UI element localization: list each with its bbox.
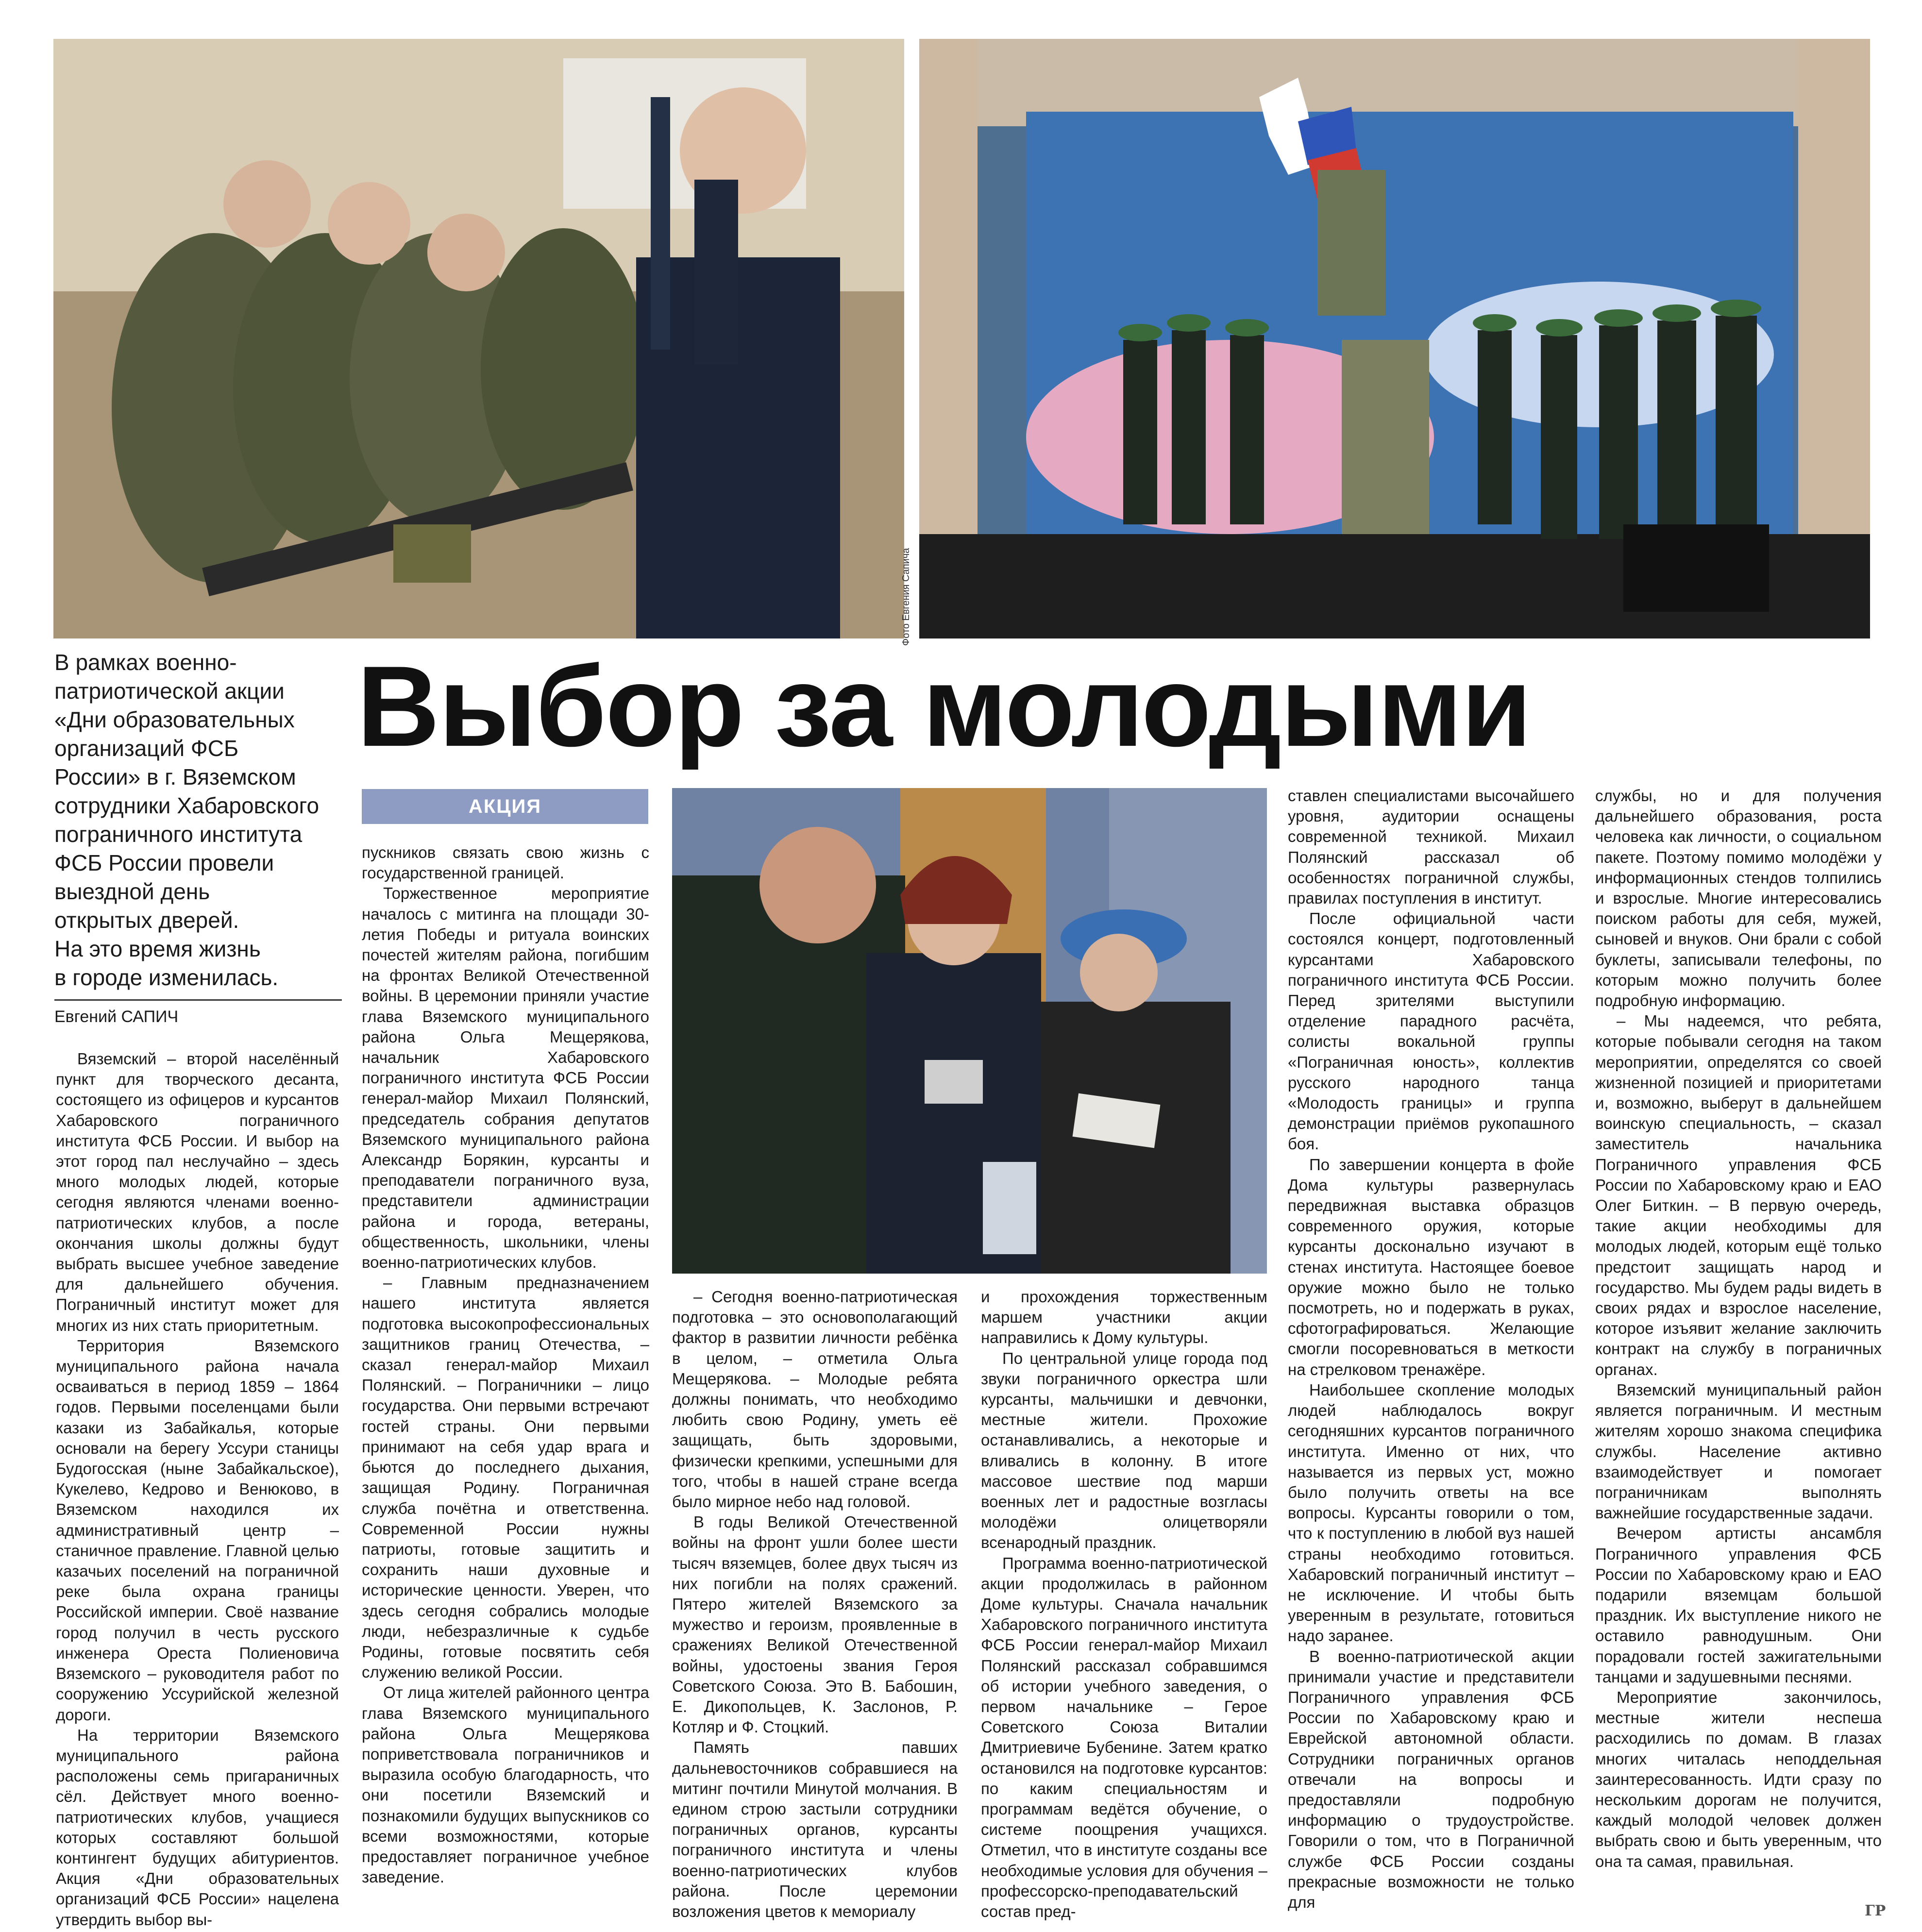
article-paragraph: В годы Великой Отечественной войны на фронт ушли более шести тысяч вяземцев, более двух тысяч из них погибли на полях сражений. Пятеро жителей Вяземского за мужество и героизм, проявленные в сражениях Великой Отечественной войны, удостоены звания Героя Советского Союза. Это В. Бабошин, Е. Дикопольцев, К. Заслонов, Р. Котляр и Ф. Стоцкий. (672, 1513, 958, 1736)
article-paragraph: службы, но и для получения дальнейшего образования, роста человека как личности, о социальном пакете. Поэтому помимо молодёжи у информационных стендов толпились и взрослые. Многие интересовались поиском работы для себя, мужей, сыновей и внуков. Они брали с собой буклеты, записывали телефоны, по которым можно получить более подробную информацию. (1595, 787, 1882, 1010)
lead-line: сотрудники Хабаровского (54, 793, 320, 818)
article-column-1 (56, 1049, 339, 1930)
lead-line: России» в г. Вяземском (54, 764, 296, 790)
article-paragraph: От лица жителей районного центра глава Вяземского муниципального района Ольга Мещерякова поприветствовала пограничников и выразила особую благодарность, что они посетили Вяземский и познакомили будущих выпускников со всеми возможностями, которые предоставляет пограничное учебное заведение. (362, 1683, 649, 1886)
article-paragraph: На территории Вяземского муниципального района расположены семь пригараничных сёл. Действует много военно-патриотических клубов, учащиеся которых составляют большой контингент будущих абитуриентов. Акция «Дни образовательных организаций ФСБ России» нацелена утвердить выбор вы- (56, 1726, 339, 1929)
lead-line: «Дни образовательных (54, 707, 295, 732)
lead-line: пограничного института (54, 822, 303, 847)
lead-line: На это время жизнь (54, 936, 261, 961)
photo-foyer-visitors (672, 788, 1267, 1274)
article-column-3 (672, 1287, 958, 1922)
article-column-5 (1288, 786, 1574, 1913)
lead-line: патриотической акции (54, 678, 285, 704)
photo-cadets-weapon (53, 39, 904, 638)
end-mark-icon: ГР (1865, 1902, 1886, 1919)
lead-line: ФСБ России провели (54, 850, 274, 875)
article-paragraph: После официальной части состоялся концерт, подготовленный курсантами Хабаровского пограничного института ФСБ России. Перед зрителями выступили отделение парадного расчёта, солисты вокальной группы «Пограничная юность», коллектив русского народного танца «Молодость границы» и группа демонстрации приёмов рукопашного боя. (1288, 909, 1574, 1153)
article-paragraph: – Главным предназначением нашего института является подготовка высокопрофессиональных защитников границ Отечества, – сказал генерал-майор Михаил Полянский. – Пограничники – лицо государства. Они первыми встречают гостей страны. Они первыми принимают на себя удар врага и бьются до последнего дыхания, защищая Родину. Пограничная служба почётна и ответственна. Современной России нужны патриоты, готовые защитить и сохранить наши духовные и исторические ценности. Уверен, что здесь сегодня собрались молодые люди, небезразличные к судьбе Родины, готовые посвятить себя служению великой России. (362, 1274, 649, 1681)
lead-line: В рамках военно- (54, 650, 237, 675)
article-paragraph: Наибольшее скопление молодых людей наблюдалось вокруг сегодняшних курсантов пограничного института. Именно от них, что называется из первых уст, можно было получить ответы на все вопросы. Курсанты говорили о том, что к поступлению в любой вуз нашей страны необходимо готовиться. Хабаровский пограничный институт – не исключение. И чтобы быть уверенным в результате, готовиться надо заранее. (1288, 1380, 1574, 1645)
lead-line: в городе изменилась. (54, 965, 279, 990)
article-paragraph: Территория Вяземского муниципального района начала осваиваться в период 1859 – 1864 годов. Первыми поселенцами были казаки из Забайкалья, которые основали на берегу Уссури станицы Будогосская (ныне Забайкальское), Кукелево, Кедрово и Венюково, в Вяземском находился их административный центр – станичное правление. Главной целью казачьих поселений на пограничной реке была охрана границы Российской империи. Своё название город получил в честь русского инженера Ореста Полиеновича Вяземского – руководителя работ по сооружению Уссурийской железной дороги. (56, 1336, 339, 1724)
lead-line: выездной день (54, 879, 210, 904)
article-paragraph: В военно-патриотической акции принимали участие и представители Пограничного управления ФСБ России по Хабаровскому краю и Еврейской автономной области. Сотрудники пограничных органов отвечали на вопросы и предоставляли подробную информацию о трудоустройстве. Говорили о том, что в Пограничной службе ФСБ России созданы прекрасные возможности не только для (1288, 1647, 1574, 1911)
article-column-4 (981, 1287, 1267, 1922)
article-column-2 (362, 842, 649, 1887)
article-paragraph: – Мы надеемся, что ребята, которые побывали сегодня на таком мероприятии, определятся со своей жизненной позицией и приоритетами и, возможно, выберут в дальнейшем воинскую специальность, – сказал заместитель начальника Пограничного управления ФСБ России по Хабаровскому краю и ЕАО Олег Биткин. – В первую очередь, такие акции необходимы для молодых людей, которым ещё только предстоит защищать народ и государство. Мы будем рады видеть в своих рядах и взрослое население, которое изъявит желание заключить контракт на службу в пограничных органах. (1595, 1012, 1882, 1378)
photo-credit: Фото Евгения Сапича (901, 548, 911, 646)
article-paragraph: – Сегодня военно-патриотическая подготовка – это основополагающий фактор в развитии личности ребёнка в целом, – отметила Ольга Мещерякова. – Молодые ребята должны понимать, что необходимо любить свою Родину, уметь её защищать, быть здоровыми, физически крепкими, успешными для того, чтобы в нашей стране всегда было мирное небо над головой. (672, 1288, 958, 1511)
article-paragraph: Торжественное мероприятие началось с митинга на площади 30-летия Победы и ритуала воинских почестей жителям района, погибшим на фронтах Великой Отечественной войны. В церемонии приняли участие глава Вяземского муниципального района Ольга Мещерякова, начальник Хабаровского пограничного института ФСБ России генерал-майор Михаил Полянский, председатель собрания депутатов Вяземского муниципального района Александр Борякин, курсанты и преподаватели пограничного вуза, представители администрации района и города, ветераны, общественность, школьники, члены военно-патриотических клубов. (362, 884, 649, 1272)
article-paragraph: Мероприятие закончилось, местные жители неспеша расходились по домам. В глазах многих читалась неподдельная заинтересованность. Идти сразу по нескольким дорогам не получится, каждый молодой человек должен выбрать свою и быть уверенным, что она та самая, правильная. (1595, 1688, 1882, 1870)
article-paragraph: и прохождения торжественным маршем участники акции направились к Дому культуры. (981, 1288, 1267, 1347)
byline-divider (54, 999, 342, 1001)
section-rubric: АКЦИЯ (362, 789, 648, 824)
article-paragraph: Программа военно-патриотической акции продолжилась в районном Доме культуры. Сначала начальник Хабаровского пограничного института ФСБ России генерал-майор Михаил Полянский рассказал собравшимся об истории учебного заведения, о первом начальнике – Герое Советского Союза Виталии Дмитриевиче Бубенине. Затем кратко остановился на подготовке курсантов: по каким специальностям и программам ведётся обучение, о системе поощрения учащихся. Отметил, что в институте созданы все необходимые условия для обучения – профессорско-преподавательский состав пред- (981, 1554, 1267, 1921)
article-paragraph: Память павших дальневосточников собравшиеся на митинг почтили Минутой молчания. В едином строю застыли сотрудники пограничных органов, курсанты пограничного института и члены военно-патриотических клубов района. После церемонии возложения цветов к мемориалу (672, 1738, 958, 1921)
article-column-6 (1595, 786, 1882, 1872)
article-headline: Выбор за молодыми (357, 642, 1531, 771)
photo-stage-performance (919, 39, 1870, 638)
article-paragraph: Вечером артисты ансамбля Пограничного управления ФСБ России по Хабаровскому краю и ЕАО подарили вяземцам большой праздник. Их выступление никого не оставило равнодушным. Они порадовали гостей зажигательными танцами и задушевными песнями. (1595, 1524, 1882, 1686)
article-lead (54, 648, 346, 992)
article-paragraph: По завершении концерта в фойе Дома культуры развернулась передвижная выставка образцов современного оружия, которые курсанты досконально изучают в стенах института. Настоящее боевое оружие можно было не только посмотреть, но и подержать в руках, сфотографироваться. Желающие смогли посоревноваться в меткости на стрелковом тренажёре. (1288, 1155, 1574, 1378)
article-paragraph: Вяземский – второй населённый пункт для творческого десанта, состоящего из офицеров и курсантов Хабаровского пограничного института ФСБ России. И выбор на этот город пал неслучайно – здесь много молодых людей, которые сегодня являются членами военно-патриотических клубов, а после окончания школы должны будут выбрать высшее учебное заведение для дальнейшего обучения. Пограничный институт может для многих из них стать приоритетным. (56, 1050, 339, 1334)
lead-line: открытых дверей. (54, 907, 239, 933)
lead-line: организаций ФСБ (54, 736, 239, 761)
article-paragraph: По центральной улице города под звуки пограничного оркестра шли курсанты, мальчишки и девчонки, местные жители. Прохожие останавливались, а некоторые и вливались в колонну. В итоге массовое шествие под марши военных лет и радостные возгласы молодёжи олицетворяли всенародный праздник. (981, 1349, 1267, 1552)
article-paragraph: пускников связать свою жизнь с государственной границей. (362, 843, 649, 882)
article-paragraph: Вяземский муниципальный район является пограничным. И местным жителям хорошо знакома специфика службы. Население активно взаимодействует и помогает пограничникам выполнять важнейшие государственные задачи. (1595, 1380, 1882, 1522)
author-byline: Евгений САПИЧ (54, 1008, 179, 1026)
article-paragraph: ставлен специалистами высочайшего уровня, аудитории оснащены современной техникой. Михаил Полянский рассказал об особенностях пограничной службы, правилах поступления в институт. (1288, 787, 1574, 907)
